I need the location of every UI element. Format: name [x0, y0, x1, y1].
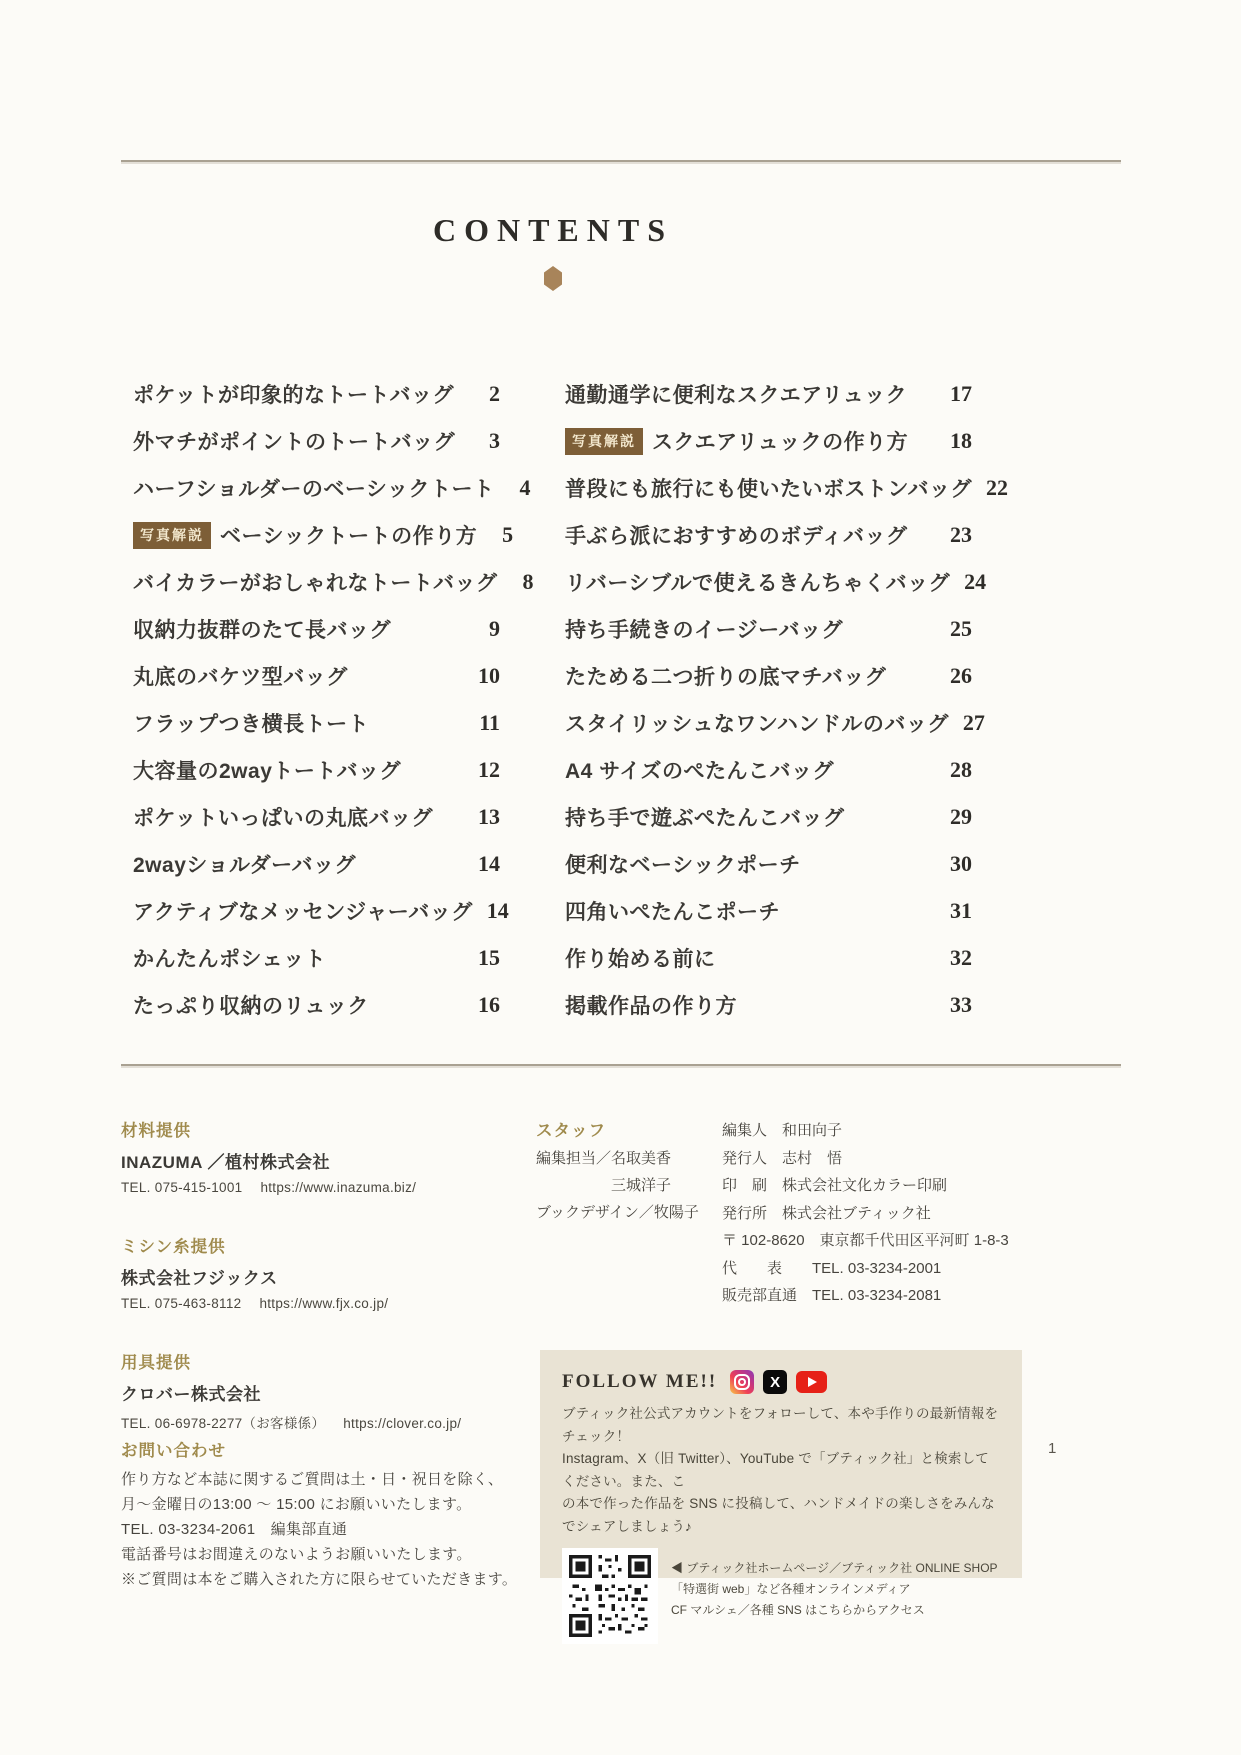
publisher-line: 代 表 TEL. 03-3234-2001: [722, 1259, 942, 1277]
toc-entry-page: 18: [950, 427, 972, 453]
top-rule: [121, 160, 1121, 162]
section-heading: ミシン糸提供: [121, 1238, 226, 1256]
toc-entry-title: リバーシブルで使えるきんちゃくバッグ: [565, 571, 951, 595]
company-url: https://www.fjx.co.jp/: [259, 1296, 389, 1311]
x-icon: [763, 1370, 787, 1394]
toc-entry: [565, 981, 972, 1028]
toc-entry: [565, 605, 972, 652]
toc-entry: [565, 652, 972, 699]
toc-entry: [565, 840, 972, 887]
contact-line: ※ご質問は本をご購入された方に限らせていただきます。: [121, 1571, 518, 1588]
toc-column-left: [133, 370, 534, 1028]
toc-entry-page: 14: [478, 850, 500, 876]
toc-entry-title: たっぷり収納のリュック: [133, 994, 369, 1018]
toc-entry-title: 外マチがポイントのトートバッグ: [133, 430, 456, 454]
toc-entry-page: 9: [489, 615, 500, 641]
toc-entry-page: 3: [489, 427, 500, 453]
toc-entry-page: 28: [950, 756, 972, 782]
youtube-icon: [796, 1371, 827, 1393]
toc-entry: [565, 464, 1009, 511]
toc-entry-page: 11: [479, 709, 500, 735]
toc-entry-title: 便利なベーシックポーチ: [565, 853, 801, 877]
photo-guide-badge: 写真解説: [565, 428, 643, 455]
toc-entry-page: 24: [964, 568, 987, 594]
suppliers-section: [121, 1117, 531, 1470]
toc-entry-page: 32: [950, 944, 972, 970]
toc-entry: [133, 605, 500, 652]
toc-entry: [565, 417, 972, 464]
toc-entry-page: 5: [502, 521, 514, 547]
toc-entry-page: 15: [478, 944, 500, 970]
toc-entry-page: 27: [962, 709, 985, 735]
toc-entry-page: 2: [489, 380, 500, 406]
toc-entry: [133, 887, 509, 934]
supplier-block: [121, 1349, 531, 1432]
publisher-line: 印 刷 株式会社文化カラー印刷: [722, 1177, 948, 1194]
toc-entry-title: 丸底のバケツ型バッグ: [133, 665, 348, 689]
contact-line: TEL. 03-3234-2061 編集部直通: [121, 1521, 348, 1538]
follow-title: FOLLOW ME!!: [562, 1371, 718, 1392]
toc-entry-title: 2wayショルダーバッグ: [133, 853, 357, 877]
company-tel: TEL. 06-6978-2277（お客様係）: [121, 1416, 326, 1431]
publisher-line: 発行人 志村 悟: [722, 1149, 843, 1167]
toc-entry-page: 4: [519, 474, 531, 500]
company-url: https://clover.co.jp/: [343, 1416, 462, 1431]
publisher-line: 発行所 株式会社ブティック社: [722, 1204, 931, 1222]
toc-entry-page: 22: [986, 474, 1009, 500]
toc-entry-page: 23: [950, 521, 972, 547]
toc-entry-page: 26: [950, 662, 972, 688]
toc-entry-title: [133, 520, 477, 550]
toc-entry-page: 29: [950, 803, 972, 829]
toc-entry-title: かんたんポシェット: [133, 947, 327, 971]
toc-entry: [565, 793, 972, 840]
toc-entry-title: ポケットいっぱいの丸底バッグ: [133, 806, 433, 830]
qr-caption-line: CF マルシェ／各種 SNS はこちらからアクセス: [671, 1603, 925, 1617]
contact-line: 作り方など本誌に関するご質問は土・日・祝日を除く、: [121, 1471, 504, 1488]
toc-entry-title: アクティブなメッセンジャーバッグ: [133, 900, 473, 924]
company-tel: TEL. 075-463-8112: [121, 1296, 242, 1311]
section-heading: お問い合わせ: [121, 1442, 226, 1460]
toc-entry-title: A4 サイズのぺたんこバッグ: [565, 759, 834, 783]
toc-entry-title: 収納力抜群のたて長バッグ: [133, 618, 391, 642]
staff-line: 三城洋子: [536, 1177, 672, 1194]
toc-entry: [133, 699, 500, 746]
staff-section: [536, 1117, 699, 1226]
toc-entry-title: [565, 426, 908, 456]
table-of-contents: [133, 370, 1009, 1028]
toc-entry: [565, 699, 985, 746]
staff-line: 編集担当／名取美香: [536, 1150, 672, 1167]
contact-section: [121, 1437, 561, 1592]
qr-caption-line: ◀ ブティック社ホームページ／ブティック社 ONLINE SHOP: [671, 1561, 998, 1575]
page-title: CONTENTS: [432, 212, 674, 248]
company-name: INAZUMA ／植村株式会社: [121, 1153, 330, 1172]
toc-entry-title: 掲載作品の作り方: [565, 994, 737, 1018]
toc-entry-title: スタイリッシュなワンハンドルのバッグ: [565, 712, 949, 736]
toc-entry: [133, 417, 500, 464]
qr-code: [562, 1548, 658, 1644]
toc-entry-title: 持ち手続きのイージーバッグ: [565, 618, 844, 642]
toc-entry-page: 17: [950, 380, 972, 406]
hexagon-ornament-icon: [544, 266, 562, 291]
publisher-line: 編集人 和田向子: [722, 1122, 843, 1139]
toc-entry-title: 手ぶら派におすすめのボディバッグ: [565, 524, 908, 548]
toc-entry-title: フラップつき横長トート: [133, 712, 370, 736]
toc-entry-title: バイカラーがおしゃれなトートバッグ: [133, 571, 498, 595]
photo-guide-badge: 写真解説: [133, 522, 211, 549]
toc-entry-page: 31: [950, 897, 972, 923]
company-url: https://www.inazuma.biz/: [260, 1180, 417, 1195]
supplier-block: [121, 1233, 531, 1311]
toc-entry: [133, 558, 534, 605]
toc-entry: [565, 511, 972, 558]
toc-entry: [133, 511, 514, 558]
section-heading: 材料提供: [121, 1122, 191, 1140]
publisher-line: 販売部直通 TEL. 03-3234-2081: [722, 1287, 942, 1304]
toc-entry-page: 16: [478, 991, 500, 1017]
toc-entry-title: ハーフショルダーのベーシックトート: [133, 477, 495, 501]
toc-entry: [565, 934, 972, 981]
follow-box: [540, 1350, 1022, 1617]
x-icon-glyph: X: [770, 1373, 781, 1391]
toc-column-right: [565, 370, 1009, 1028]
toc-entry: [565, 558, 987, 605]
toc-entry: [133, 793, 500, 840]
follow-text-line: ブティック社公式アカウントをフォローして、本や手作りの最新情報をチェック！: [562, 1406, 999, 1444]
toc-entry-page: 8: [522, 568, 534, 594]
supplier-block: [121, 1117, 531, 1195]
contents-header: [120, 212, 986, 249]
section-heading: スタッフ: [536, 1122, 606, 1140]
toc-entry: [565, 887, 972, 934]
toc-entry: [133, 464, 531, 511]
toc-entry-title: 通勤通学に便利なスクエアリュック: [565, 383, 908, 407]
toc-entry-title: 作り始める前に: [565, 947, 716, 971]
toc-entry-title: 普段にも旅行にも使いたいボストンバッグ: [565, 477, 973, 501]
toc-entry-page: 12: [478, 756, 500, 782]
toc-entry: [133, 370, 500, 417]
middle-rule: [121, 1064, 1121, 1066]
follow-text-line: の本で作った作品を SNS に投稿して、ハンドメイドの楽しさをみんなでシェアしましょう♪: [562, 1496, 995, 1534]
toc-entry-page: 13: [478, 803, 500, 829]
page-number: 1: [1048, 1440, 1057, 1457]
toc-entry: [133, 840, 500, 887]
toc-entry-page: 14: [486, 897, 509, 923]
toc-entry-title-text: ベーシックトートの作り方: [220, 524, 478, 548]
toc-entry: [565, 746, 972, 793]
qr-caption-line: 「特選街 web」など各種オンラインメディア: [671, 1582, 911, 1596]
toc-entry-page: 10: [478, 662, 500, 688]
toc-entry-title: 大容量の2wayトートバッグ: [133, 759, 401, 783]
contact-line: 月～金曜日の13:00 ～ 15:00 にお願いいたします。: [121, 1496, 472, 1513]
toc-entry-title: ポケットが印象的なトートバッグ: [133, 383, 455, 407]
company-name: 株式会社フジックス: [121, 1269, 278, 1288]
company-tel: TEL. 075-415-1001: [121, 1180, 243, 1195]
toc-entry: [133, 652, 500, 699]
toc-entry-title-text: スクエアリュックの作り方: [652, 430, 909, 454]
follow-text-line: Instagram、X（旧 Twitter）、YouTube で「ブティック社」と検索してください。また、こ: [562, 1451, 990, 1489]
toc-entry: [133, 934, 500, 981]
section-heading: 用具提供: [121, 1354, 191, 1372]
company-name: クロバー株式会社: [121, 1385, 261, 1404]
publisher-section: [722, 1117, 1009, 1310]
toc-entry: [133, 746, 500, 793]
toc-entry-title: たためる二つ折りの底マチバッグ: [565, 665, 887, 689]
toc-entry-title: 持ち手で遊ぶぺたんこバッグ: [565, 806, 845, 830]
instagram-icon: [730, 1370, 754, 1394]
toc-entry-title: 四角いぺたんこポーチ: [565, 900, 780, 924]
staff-line: ブックデザイン／牧陽子: [536, 1204, 699, 1221]
contact-line: 電話番号はお間違えのないようお願いいたします。: [121, 1546, 472, 1563]
toc-entry: [133, 981, 500, 1028]
toc-entry-page: 25: [950, 615, 972, 641]
publisher-line: 〒 102-8620 東京都千代田区平河町 1-8-3: [722, 1232, 1009, 1249]
toc-entry-page: 33: [950, 991, 972, 1017]
toc-entry: [565, 370, 972, 417]
toc-entry-page: 30: [950, 850, 972, 876]
